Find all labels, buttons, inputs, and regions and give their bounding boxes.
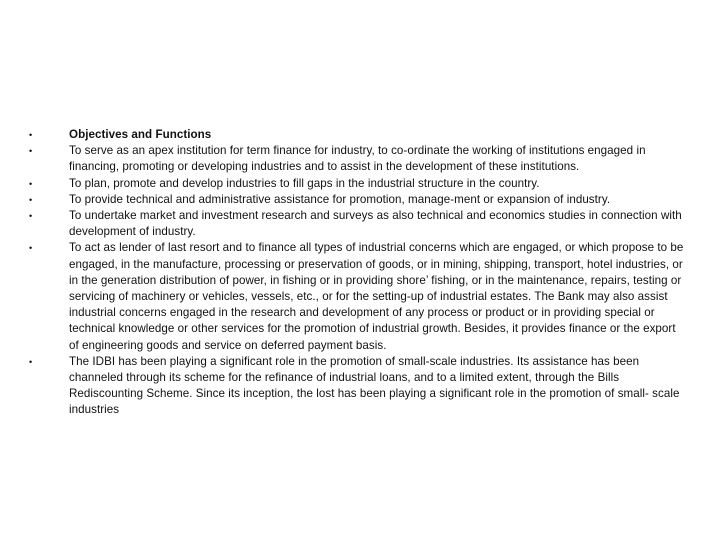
list-item — [28, 208, 688, 240]
bullet-text: To serve as an apex institution for term finance for industry, to co-ordinate the working of institutions engaged in financing, promoting or developing industries and to assist in the development of these institutions. — [69, 144, 646, 174]
bullet-icon: • — [29, 194, 33, 205]
bullet-list — [28, 127, 688, 419]
bullet-icon: • — [29, 243, 33, 254]
bullet-icon: • — [29, 146, 33, 157]
slide-heading: Objectives and Functions — [69, 128, 212, 141]
bullet-text: To undertake market and investment research and surveys as also technical and economics studies in connection with development of industry. — [69, 209, 682, 239]
bullet-text: To plan, promote and develop industries to fill gaps in the industrial structure in the country. — [69, 176, 540, 190]
bullet-icon: • — [29, 211, 33, 222]
bullet-text: To act as lender of last resort and to finance all types of industrial concerns which are engaged, or which propose to be engaged, in the manufacture, processing or preservation of goods, or in mining, shipping, transport, hotel industries, or in the generation distribution of power, in fishing or in providing shore’ fishing, or in the maintenance, repairs, testing or servicing of machinery or vehicles, vessels, etc., or for the setting-up of industrial estates. The Bank may also assist industrial concerns engaged in the research and development of any process or product or in providing special or technical knowledge or other services for the promotion of industrial growth. Besides, it provides finance or the export of engineering goods and service on deferred payment basis. — [69, 241, 684, 352]
list-item-heading — [28, 127, 688, 143]
bullet-icon: • — [29, 178, 33, 189]
list-item — [28, 240, 688, 353]
bullet-icon: • — [29, 356, 33, 367]
list-item — [28, 176, 688, 192]
list-item — [28, 143, 688, 175]
list-item — [28, 192, 688, 208]
bullet-text: To provide technical and administrative assistance for promotion, manage-ment or expansion of industry. — [69, 192, 611, 206]
bullet-text: The IDBI has been playing a significant role in the promotion of small-scale industries. Its assistance has been channeled through its scheme for the refinance of industrial loans, and to a limited extent, through the Bills Rediscounting Scheme. Since its inception, the lost has been playing a significant role in the promotion of small- scale industries — [69, 354, 680, 417]
bullet-icon: • — [29, 130, 33, 140]
list-item — [28, 354, 688, 419]
